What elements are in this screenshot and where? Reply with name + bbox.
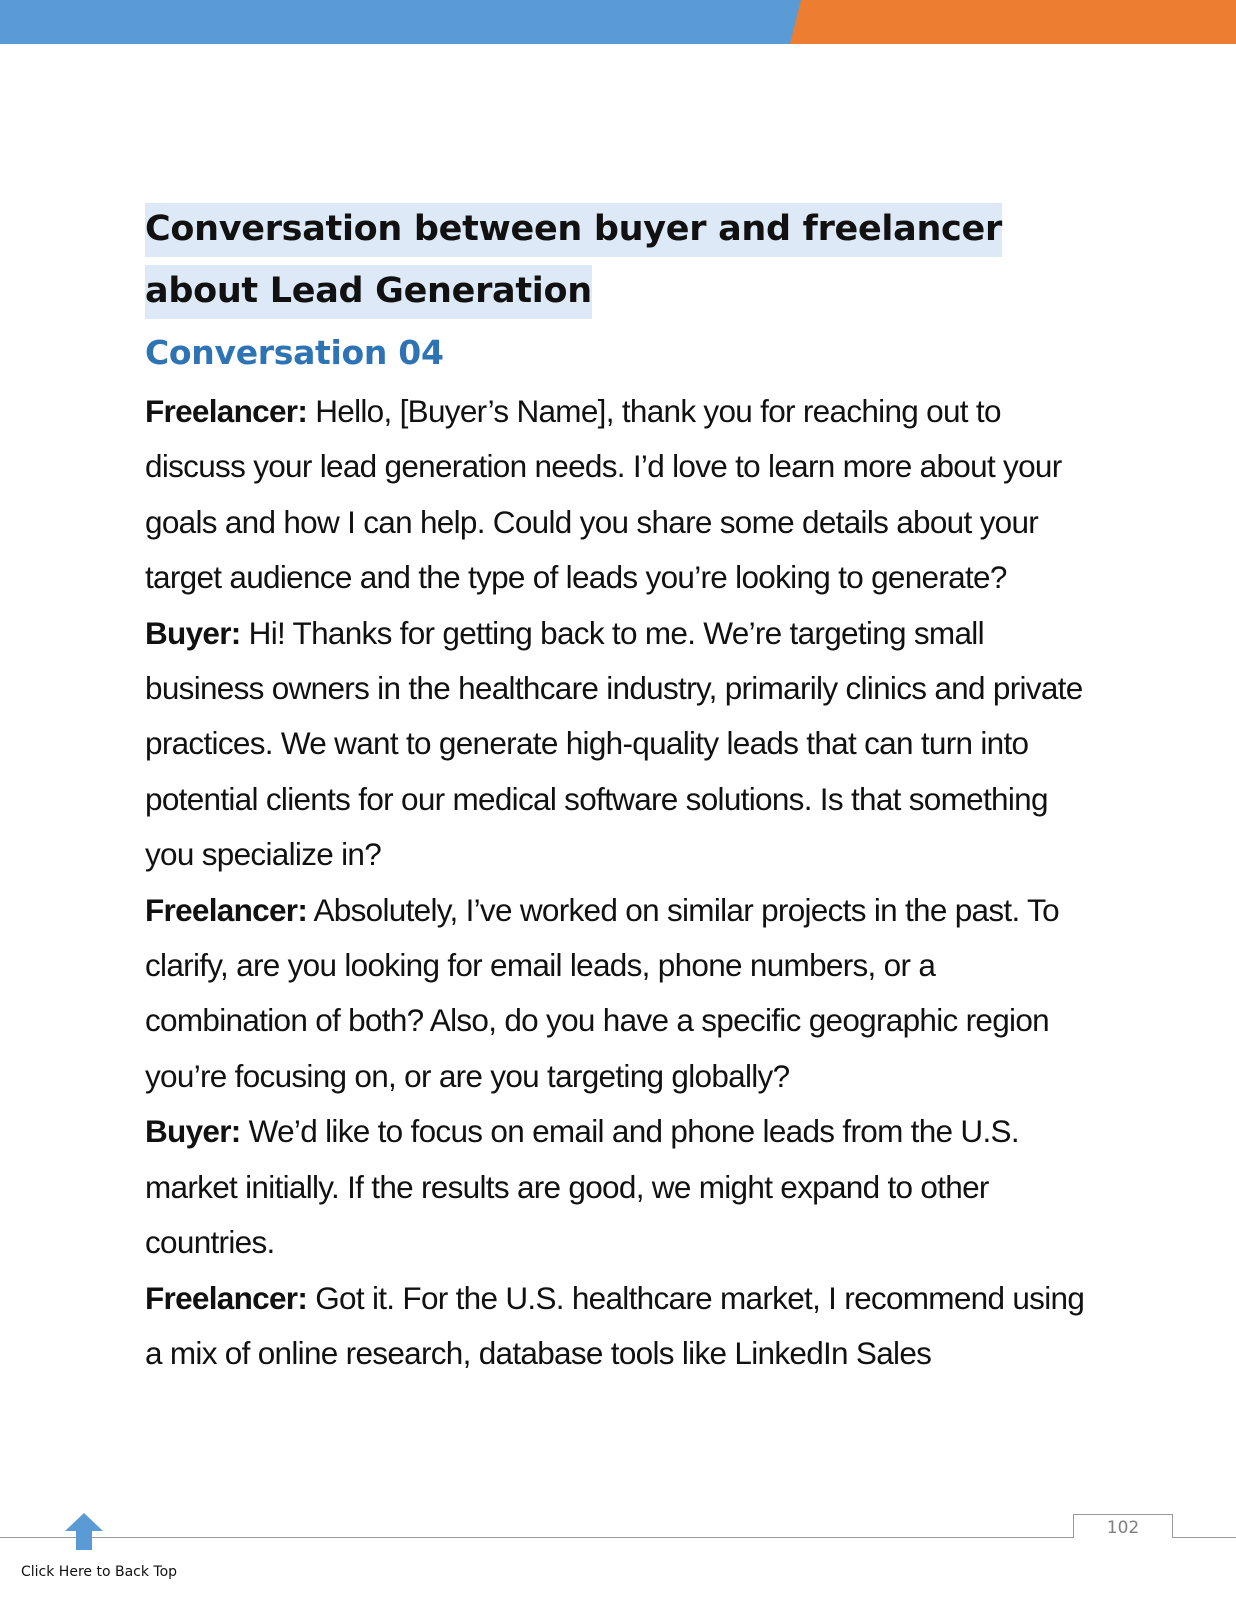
page-number: 102 — [1073, 1514, 1173, 1538]
back-to-top-link[interactable] — [20, 1512, 200, 1592]
dialogue-line — [145, 606, 1095, 883]
speaker-label: Buyer: — [145, 614, 241, 651]
dialogue-text: Absolutely, I’ve worked on similar projects in the past. To clarify, are you looking for email leads, phone numbers, or a combination of both? Also, do you have a specific geographic region you’re focusing on, or are you targeting globally? — [145, 891, 1059, 1094]
speaker-name: Buyer — [145, 1113, 231, 1150]
header-color-bar — [0, 0, 1236, 44]
speaker-name: Freelancer — [145, 393, 298, 429]
document-title-text: Conversation between buyer and freelancer about Lead Generation — [145, 203, 1002, 319]
speaker-label: Freelancer: — [145, 393, 308, 429]
dialogue-text: Got it. For the U.S. healthcare market, I recommend using a mix of online research, database tools like LinkedIn Sales — [145, 1279, 1085, 1371]
document-title — [145, 198, 1095, 322]
dialogue-list — [145, 384, 1095, 1381]
dialogue-line — [145, 384, 1095, 606]
speaker-name: Buyer — [145, 614, 231, 651]
dialogue-text: Hello, [Buyer’s Name], thank you for reaching out to discuss your lead generation needs. I’d love to learn more about your goals and how I can help. Could you share some details about your target audience and the type of leads you’re looking to generate? — [145, 393, 1062, 596]
dialogue-text: We’d like to focus on email and phone leads from the U.S. market initially. If the results are good, we might expand to other countries. — [145, 1113, 1019, 1261]
speaker-label: Freelancer: — [145, 1279, 308, 1316]
arrow-up-icon[interactable] — [64, 1512, 104, 1552]
speaker-name: Freelancer — [145, 1279, 298, 1316]
dialogue-line — [145, 883, 1095, 1105]
speaker-label: Buyer: — [145, 1113, 241, 1150]
conversation-heading: Conversation 04 — [145, 333, 444, 372]
speaker-name: Freelancer — [145, 891, 298, 928]
dialogue-line — [145, 1104, 1095, 1270]
dialogue-text: Hi! Thanks for getting back to me. We’re targeting small business owners in the healthcare industry, primarily clinics and private practices. We want to generate high-quality leads that can turn into potential clients for our medical software solutions. Is that something you specialize in? — [145, 614, 1083, 873]
page-content — [145, 198, 1095, 1381]
header-band-orange — [790, 0, 1236, 44]
speaker-label: Freelancer: — [145, 891, 308, 928]
dialogue-line — [145, 1271, 1095, 1382]
back-to-top-label[interactable]: Click Here to Back Top — [21, 1564, 178, 1580]
